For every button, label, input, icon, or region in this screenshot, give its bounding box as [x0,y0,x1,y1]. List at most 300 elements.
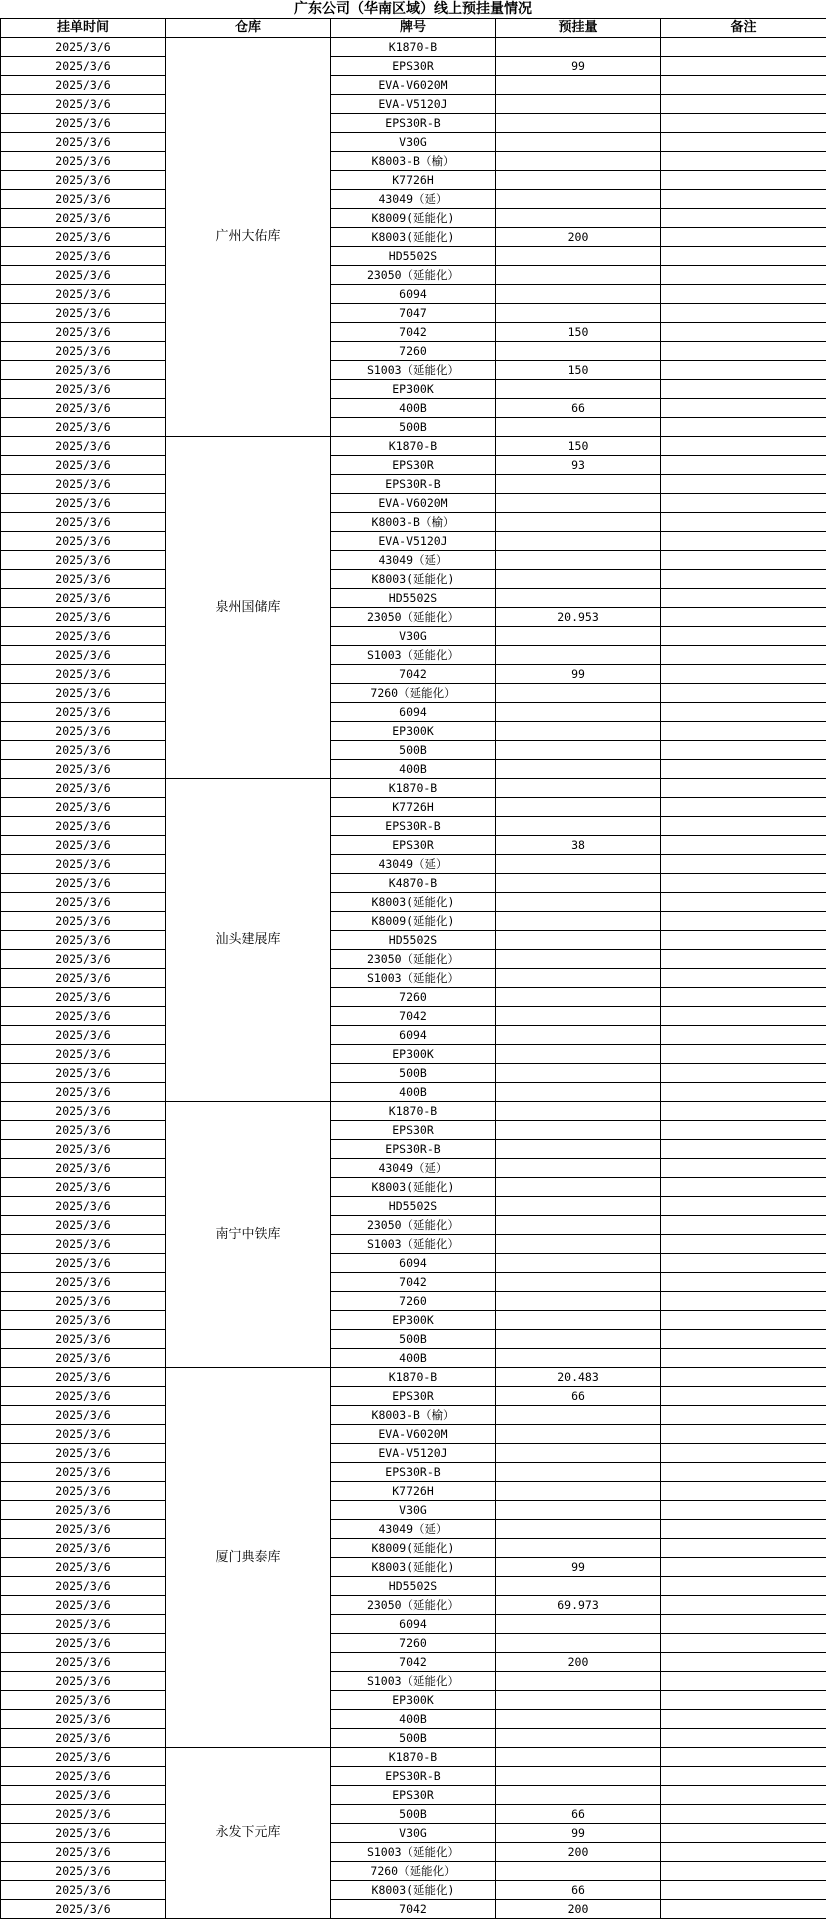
grade-cell[interactable]: EPS30R [331,1121,496,1140]
quantity-cell[interactable] [496,1026,661,1045]
remark-cell[interactable] [661,1083,826,1102]
grade-cell[interactable]: K4870-B [331,874,496,893]
date-cell[interactable]: 2025/3/6 [1,1197,166,1216]
quantity-cell[interactable]: 99 [496,665,661,684]
quantity-cell[interactable] [496,931,661,950]
date-cell[interactable]: 2025/3/6 [1,1216,166,1235]
remark-cell[interactable] [661,171,826,190]
grade-cell[interactable]: 7042 [331,1900,496,1919]
quantity-cell[interactable] [496,133,661,152]
remark-cell[interactable] [661,475,826,494]
date-cell[interactable]: 2025/3/6 [1,912,166,931]
date-cell[interactable]: 2025/3/6 [1,304,166,323]
grade-cell[interactable]: 43049（延） [331,855,496,874]
remark-cell[interactable] [661,1425,826,1444]
header-grade[interactable]: 牌号 [331,19,496,38]
remark-cell[interactable] [661,1178,826,1197]
grade-cell[interactable]: K8009(延能化) [331,209,496,228]
quantity-cell[interactable]: 200 [496,228,661,247]
grade-cell[interactable]: K8003-B（榆） [331,513,496,532]
grade-cell[interactable]: 7260 [331,988,496,1007]
quantity-cell[interactable] [496,1710,661,1729]
remark-cell[interactable] [661,798,826,817]
date-cell[interactable]: 2025/3/6 [1,1330,166,1349]
grade-cell[interactable]: S1003（延能化） [331,1235,496,1254]
grade-cell[interactable]: K7726H [331,798,496,817]
quantity-cell[interactable] [496,988,661,1007]
date-cell[interactable]: 2025/3/6 [1,703,166,722]
date-cell[interactable]: 2025/3/6 [1,1767,166,1786]
date-cell[interactable]: 2025/3/6 [1,798,166,817]
grade-cell[interactable]: 500B [331,1729,496,1748]
header-date[interactable]: 挂单时间 [1,19,166,38]
quantity-cell[interactable] [496,76,661,95]
grade-cell[interactable]: 43049（延） [331,190,496,209]
grade-cell[interactable]: 7260 [331,1634,496,1653]
remark-cell[interactable] [661,969,826,988]
remark-cell[interactable] [661,1862,826,1881]
date-cell[interactable]: 2025/3/6 [1,855,166,874]
date-cell[interactable]: 2025/3/6 [1,988,166,1007]
date-cell[interactable]: 2025/3/6 [1,1710,166,1729]
quantity-cell[interactable] [496,741,661,760]
grade-cell[interactable]: EP300K [331,1045,496,1064]
quantity-cell[interactable] [496,703,661,722]
grade-cell[interactable]: 6094 [331,1615,496,1634]
date-cell[interactable]: 2025/3/6 [1,380,166,399]
quantity-cell[interactable] [496,171,661,190]
date-cell[interactable]: 2025/3/6 [1,969,166,988]
date-cell[interactable]: 2025/3/6 [1,1007,166,1026]
grade-cell[interactable]: K1870-B [331,38,496,57]
remark-cell[interactable] [661,1159,826,1178]
grade-cell[interactable]: HD5502S [331,931,496,950]
remark-cell[interactable] [661,1805,826,1824]
grade-cell[interactable]: EPS30R-B [331,1140,496,1159]
date-cell[interactable]: 2025/3/6 [1,1235,166,1254]
remark-cell[interactable] [661,1463,826,1482]
grade-cell[interactable]: K7726H [331,1482,496,1501]
remark-cell[interactable] [661,1501,826,1520]
quantity-cell[interactable] [496,1121,661,1140]
warehouse-cell[interactable]: 南宁中铁库 [166,1102,331,1368]
quantity-cell[interactable] [496,38,661,57]
date-cell[interactable]: 2025/3/6 [1,38,166,57]
header-remark[interactable]: 备注 [661,19,826,38]
date-cell[interactable]: 2025/3/6 [1,1520,166,1539]
date-cell[interactable]: 2025/3/6 [1,1026,166,1045]
grade-cell[interactable]: 23050（延能化） [331,266,496,285]
quantity-cell[interactable] [496,285,661,304]
quantity-cell[interactable]: 99 [496,1558,661,1577]
warehouse-cell[interactable]: 泉州国储库 [166,437,331,779]
remark-cell[interactable] [661,95,826,114]
date-cell[interactable]: 2025/3/6 [1,1672,166,1691]
remark-cell[interactable] [661,285,826,304]
grade-cell[interactable]: 500B [331,1805,496,1824]
quantity-cell[interactable] [496,1197,661,1216]
quantity-cell[interactable] [496,1767,661,1786]
date-cell[interactable]: 2025/3/6 [1,1634,166,1653]
quantity-cell[interactable] [496,532,661,551]
remark-cell[interactable] [661,570,826,589]
remark-cell[interactable] [661,1558,826,1577]
date-cell[interactable]: 2025/3/6 [1,437,166,456]
quantity-cell[interactable] [496,1083,661,1102]
quantity-cell[interactable] [496,1539,661,1558]
remark-cell[interactable] [661,1615,826,1634]
grade-cell[interactable]: K7726H [331,171,496,190]
date-cell[interactable]: 2025/3/6 [1,646,166,665]
grade-cell[interactable]: S1003（延能化） [331,646,496,665]
grade-cell[interactable]: 400B [331,1710,496,1729]
grade-cell[interactable]: 7260 [331,1292,496,1311]
remark-cell[interactable] [661,1368,826,1387]
grade-cell[interactable]: 7047 [331,304,496,323]
date-cell[interactable]: 2025/3/6 [1,475,166,494]
remark-cell[interactable] [661,741,826,760]
grade-cell[interactable]: EVA-V5120J [331,95,496,114]
remark-cell[interactable] [661,1634,826,1653]
date-cell[interactable]: 2025/3/6 [1,741,166,760]
remark-cell[interactable] [661,513,826,532]
remark-cell[interactable] [661,1691,826,1710]
remark-cell[interactable] [661,266,826,285]
remark-cell[interactable] [661,589,826,608]
remark-cell[interactable] [661,76,826,95]
remark-cell[interactable] [661,57,826,76]
grade-cell[interactable]: 6094 [331,1026,496,1045]
date-cell[interactable]: 2025/3/6 [1,399,166,418]
remark-cell[interactable] [661,665,826,684]
remark-cell[interactable] [661,551,826,570]
remark-cell[interactable] [661,1045,826,1064]
grade-cell[interactable]: K8009(延能化) [331,1539,496,1558]
quantity-cell[interactable] [496,418,661,437]
remark-cell[interactable] [661,912,826,931]
remark-cell[interactable] [661,323,826,342]
grade-cell[interactable]: K8003-B（榆） [331,1406,496,1425]
quantity-cell[interactable] [496,646,661,665]
quantity-cell[interactable]: 66 [496,399,661,418]
warehouse-cell[interactable]: 永发下元库 [166,1748,331,1919]
date-cell[interactable]: 2025/3/6 [1,570,166,589]
quantity-cell[interactable] [496,1615,661,1634]
quantity-cell[interactable] [496,1235,661,1254]
grade-cell[interactable]: EPS30R [331,456,496,475]
grade-cell[interactable]: 7042 [331,1653,496,1672]
quantity-cell[interactable] [496,1140,661,1159]
warehouse-cell[interactable]: 厦门典泰库 [166,1368,331,1748]
grade-cell[interactable]: EPS30R-B [331,114,496,133]
quantity-cell[interactable]: 99 [496,1824,661,1843]
grade-cell[interactable]: 43049（延） [331,551,496,570]
grade-cell[interactable]: EVA-V6020M [331,1425,496,1444]
grade-cell[interactable]: S1003（延能化） [331,361,496,380]
date-cell[interactable]: 2025/3/6 [1,836,166,855]
quantity-cell[interactable] [496,1406,661,1425]
grade-cell[interactable]: 500B [331,741,496,760]
quantity-cell[interactable] [496,1691,661,1710]
date-cell[interactable]: 2025/3/6 [1,551,166,570]
grade-cell[interactable]: EPS30R [331,1387,496,1406]
remark-cell[interactable] [661,209,826,228]
remark-cell[interactable] [661,1197,826,1216]
grade-cell[interactable]: V30G [331,1501,496,1520]
quantity-cell[interactable] [496,1311,661,1330]
date-cell[interactable]: 2025/3/6 [1,1425,166,1444]
quantity-cell[interactable]: 150 [496,437,661,456]
remark-cell[interactable] [661,1349,826,1368]
remark-cell[interactable] [661,1710,826,1729]
remark-cell[interactable] [661,247,826,266]
remark-cell[interactable] [661,1140,826,1159]
remark-cell[interactable] [661,304,826,323]
quantity-cell[interactable] [496,266,661,285]
date-cell[interactable]: 2025/3/6 [1,76,166,95]
quantity-cell[interactable] [496,874,661,893]
grade-cell[interactable]: 23050（延能化） [331,1216,496,1235]
grade-cell[interactable]: 500B [331,1064,496,1083]
date-cell[interactable]: 2025/3/6 [1,1824,166,1843]
date-cell[interactable]: 2025/3/6 [1,114,166,133]
remark-cell[interactable] [661,1729,826,1748]
grade-cell[interactable]: EVA-V6020M [331,494,496,513]
quantity-cell[interactable] [496,551,661,570]
date-cell[interactable]: 2025/3/6 [1,1368,166,1387]
remark-cell[interactable] [661,1102,826,1121]
date-cell[interactable]: 2025/3/6 [1,1083,166,1102]
quantity-cell[interactable] [496,1634,661,1653]
remark-cell[interactable] [661,38,826,57]
date-cell[interactable]: 2025/3/6 [1,1577,166,1596]
grade-cell[interactable]: 43049（延） [331,1159,496,1178]
date-cell[interactable]: 2025/3/6 [1,608,166,627]
grade-cell[interactable]: 500B [331,1330,496,1349]
date-cell[interactable]: 2025/3/6 [1,1615,166,1634]
remark-cell[interactable] [661,779,826,798]
quantity-cell[interactable] [496,190,661,209]
grade-cell[interactable]: 400B [331,399,496,418]
grade-cell[interactable]: EP300K [331,1691,496,1710]
quantity-cell[interactable]: 69.973 [496,1596,661,1615]
remark-cell[interactable] [661,1539,826,1558]
remark-cell[interactable] [661,1748,826,1767]
grade-cell[interactable]: 7042 [331,665,496,684]
grade-cell[interactable]: 23050（延能化） [331,608,496,627]
quantity-cell[interactable] [496,209,661,228]
grade-cell[interactable]: EPS30R-B [331,1767,496,1786]
grade-cell[interactable]: K8003(延能化) [331,1558,496,1577]
remark-cell[interactable] [661,760,826,779]
quantity-cell[interactable] [496,817,661,836]
quantity-cell[interactable] [496,1102,661,1121]
quantity-cell[interactable]: 200 [496,1900,661,1919]
quantity-cell[interactable] [496,912,661,931]
remark-cell[interactable] [661,1824,826,1843]
quantity-cell[interactable]: 150 [496,323,661,342]
grade-cell[interactable]: 6094 [331,285,496,304]
grade-cell[interactable]: V30G [331,1824,496,1843]
remark-cell[interactable] [661,1482,826,1501]
quantity-cell[interactable]: 150 [496,361,661,380]
warehouse-cell[interactable]: 汕头建展库 [166,779,331,1102]
remark-cell[interactable] [661,1311,826,1330]
grade-cell[interactable]: K8003(延能化) [331,1178,496,1197]
date-cell[interactable]: 2025/3/6 [1,1691,166,1710]
remark-cell[interactable] [661,608,826,627]
grade-cell[interactable]: K8003-B（榆） [331,152,496,171]
remark-cell[interactable] [661,1444,826,1463]
quantity-cell[interactable] [496,1444,661,1463]
quantity-cell[interactable] [496,798,661,817]
date-cell[interactable]: 2025/3/6 [1,1843,166,1862]
quantity-cell[interactable] [496,1159,661,1178]
remark-cell[interactable] [661,855,826,874]
date-cell[interactable]: 2025/3/6 [1,874,166,893]
grade-cell[interactable]: K1870-B [331,437,496,456]
remark-cell[interactable] [661,1653,826,1672]
date-cell[interactable]: 2025/3/6 [1,1596,166,1615]
date-cell[interactable]: 2025/3/6 [1,627,166,646]
date-cell[interactable]: 2025/3/6 [1,1045,166,1064]
date-cell[interactable]: 2025/3/6 [1,1387,166,1406]
remark-cell[interactable] [661,342,826,361]
remark-cell[interactable] [661,456,826,475]
quantity-cell[interactable] [496,1862,661,1881]
date-cell[interactable]: 2025/3/6 [1,1159,166,1178]
grade-cell[interactable]: 7260（延能化） [331,684,496,703]
remark-cell[interactable] [661,1216,826,1235]
quantity-cell[interactable] [496,1463,661,1482]
date-cell[interactable]: 2025/3/6 [1,266,166,285]
grade-cell[interactable]: 23050（延能化） [331,1596,496,1615]
quantity-cell[interactable] [496,627,661,646]
quantity-cell[interactable] [496,1672,661,1691]
grade-cell[interactable]: K8003(延能化) [331,1881,496,1900]
remark-cell[interactable] [661,1596,826,1615]
quantity-cell[interactable] [496,589,661,608]
remark-cell[interactable] [661,1330,826,1349]
date-cell[interactable]: 2025/3/6 [1,1881,166,1900]
remark-cell[interactable] [661,152,826,171]
date-cell[interactable]: 2025/3/6 [1,931,166,950]
quantity-cell[interactable] [496,1425,661,1444]
quantity-cell[interactable] [496,1729,661,1748]
date-cell[interactable]: 2025/3/6 [1,361,166,380]
date-cell[interactable]: 2025/3/6 [1,817,166,836]
date-cell[interactable]: 2025/3/6 [1,1064,166,1083]
grade-cell[interactable]: EVA-V6020M [331,76,496,95]
date-cell[interactable]: 2025/3/6 [1,228,166,247]
quantity-cell[interactable] [496,722,661,741]
remark-cell[interactable] [661,114,826,133]
date-cell[interactable]: 2025/3/6 [1,1140,166,1159]
date-cell[interactable]: 2025/3/6 [1,1805,166,1824]
date-cell[interactable]: 2025/3/6 [1,1273,166,1292]
grade-cell[interactable]: 7042 [331,323,496,342]
quantity-cell[interactable] [496,475,661,494]
date-cell[interactable]: 2025/3/6 [1,1254,166,1273]
remark-cell[interactable] [661,703,826,722]
grade-cell[interactable]: S1003（延能化） [331,1843,496,1862]
date-cell[interactable]: 2025/3/6 [1,1121,166,1140]
quantity-cell[interactable] [496,779,661,798]
quantity-cell[interactable] [496,1748,661,1767]
date-cell[interactable]: 2025/3/6 [1,1102,166,1121]
quantity-cell[interactable] [496,1330,661,1349]
date-cell[interactable]: 2025/3/6 [1,342,166,361]
quantity-cell[interactable] [496,513,661,532]
quantity-cell[interactable] [496,1178,661,1197]
quantity-cell[interactable] [496,950,661,969]
remark-cell[interactable] [661,190,826,209]
quantity-cell[interactable]: 38 [496,836,661,855]
date-cell[interactable]: 2025/3/6 [1,1729,166,1748]
quantity-cell[interactable] [496,304,661,323]
remark-cell[interactable] [661,1064,826,1083]
date-cell[interactable]: 2025/3/6 [1,1900,166,1919]
grade-cell[interactable]: 6094 [331,703,496,722]
remark-cell[interactable] [661,1387,826,1406]
remark-cell[interactable] [661,931,826,950]
quantity-cell[interactable] [496,855,661,874]
date-cell[interactable]: 2025/3/6 [1,1539,166,1558]
grade-cell[interactable]: EPS30R [331,57,496,76]
quantity-cell[interactable] [496,1292,661,1311]
remark-cell[interactable] [661,1121,826,1140]
grade-cell[interactable]: K1870-B [331,1368,496,1387]
date-cell[interactable]: 2025/3/6 [1,684,166,703]
remark-cell[interactable] [661,1786,826,1805]
quantity-cell[interactable] [496,152,661,171]
date-cell[interactable]: 2025/3/6 [1,760,166,779]
remark-cell[interactable] [661,950,826,969]
quantity-cell[interactable] [496,1501,661,1520]
remark-cell[interactable] [661,817,826,836]
quantity-cell[interactable] [496,1254,661,1273]
grade-cell[interactable]: EPS30R [331,836,496,855]
grade-cell[interactable]: HD5502S [331,1577,496,1596]
quantity-cell[interactable] [496,1007,661,1026]
remark-cell[interactable] [661,836,826,855]
date-cell[interactable]: 2025/3/6 [1,1463,166,1482]
quantity-cell[interactable]: 20.483 [496,1368,661,1387]
grade-cell[interactable]: V30G [331,133,496,152]
remark-cell[interactable] [661,1273,826,1292]
date-cell[interactable]: 2025/3/6 [1,1311,166,1330]
quantity-cell[interactable]: 99 [496,57,661,76]
quantity-cell[interactable] [496,969,661,988]
remark-cell[interactable] [661,1843,826,1862]
remark-cell[interactable] [661,646,826,665]
remark-cell[interactable] [661,1881,826,1900]
date-cell[interactable]: 2025/3/6 [1,171,166,190]
grade-cell[interactable]: EPS30R-B [331,1463,496,1482]
remark-cell[interactable] [661,380,826,399]
quantity-cell[interactable]: 20.953 [496,608,661,627]
grade-cell[interactable]: K1870-B [331,1102,496,1121]
warehouse-cell[interactable]: 广州大佑库 [166,38,331,437]
grade-cell[interactable]: 400B [331,1083,496,1102]
date-cell[interactable]: 2025/3/6 [1,1482,166,1501]
quantity-cell[interactable] [496,1045,661,1064]
grade-cell[interactable]: 500B [331,418,496,437]
grade-cell[interactable]: 7260 [331,342,496,361]
date-cell[interactable]: 2025/3/6 [1,665,166,684]
date-cell[interactable]: 2025/3/6 [1,323,166,342]
quantity-cell[interactable] [496,114,661,133]
